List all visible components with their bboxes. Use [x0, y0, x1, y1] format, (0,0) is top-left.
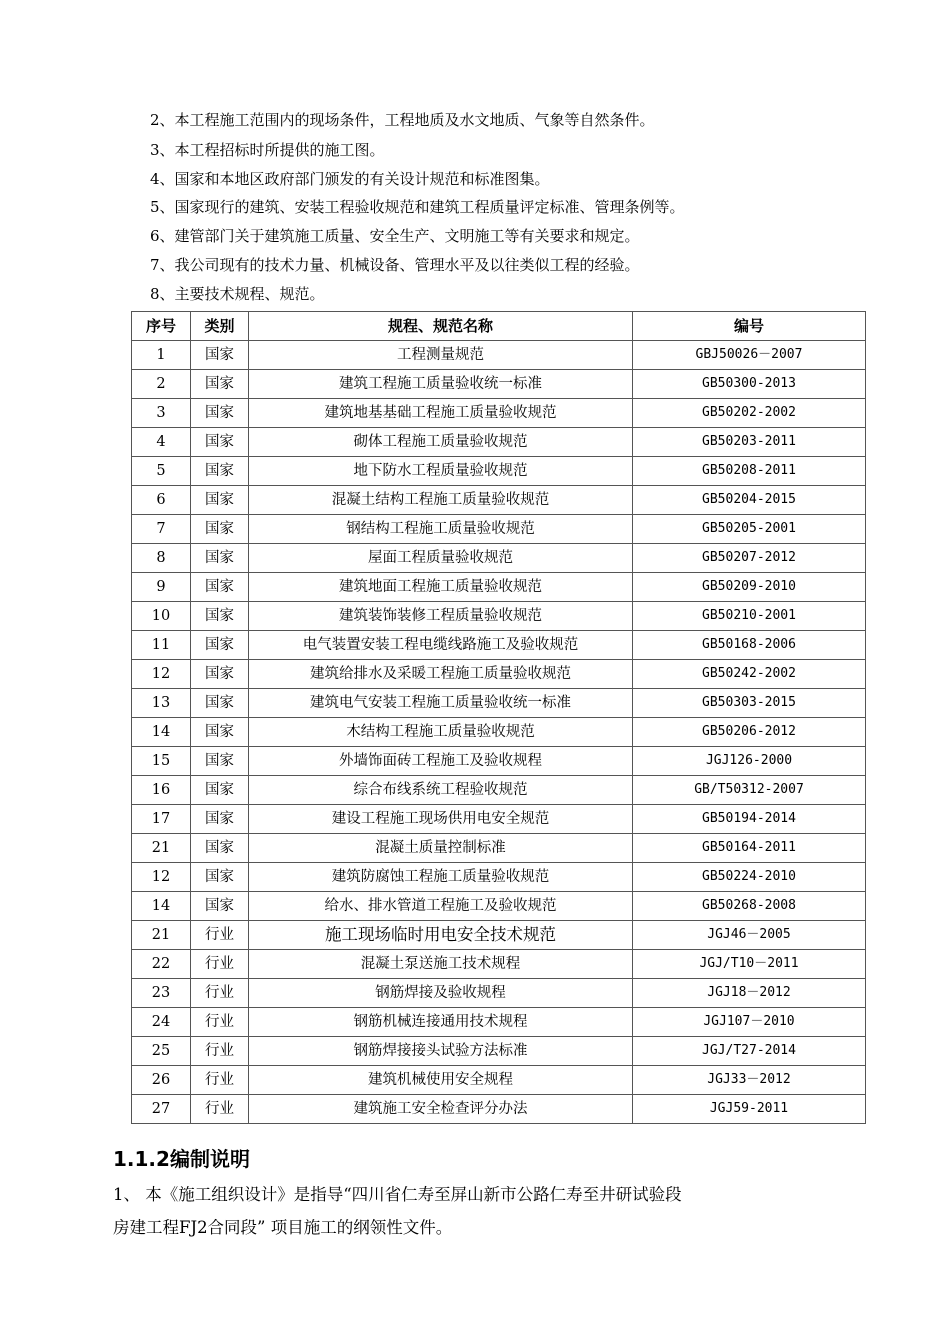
table-row	[132, 1037, 866, 1066]
cell-index: 16	[132, 776, 191, 805]
cell-index: 17	[132, 805, 191, 834]
list-item: 5、国家现行的建筑、安装工程验收规范和建筑工程质量评定标准、管理条例等。	[150, 198, 685, 216]
table-row	[132, 602, 866, 631]
cell-name: 建筑给排水及采暖工程施工质量验收规范	[249, 660, 633, 689]
cell-category: 国家	[191, 718, 249, 747]
cell-index: 13	[132, 689, 191, 718]
cell-category: 国家	[191, 602, 249, 631]
table-row	[132, 660, 866, 689]
cell-category: 国家	[191, 457, 249, 486]
table-row	[132, 747, 866, 776]
cell-index: 11	[132, 631, 191, 660]
table-row	[132, 631, 866, 660]
cell-category: 行业	[191, 1095, 249, 1124]
table-row	[132, 863, 866, 892]
cell-name: 混凝土泵送施工技术规程	[249, 950, 633, 979]
cell-name: 工程测量规范	[249, 341, 633, 370]
cell-index: 14	[132, 892, 191, 921]
cell-name: 地下防水工程质量验收规范	[249, 457, 633, 486]
list-item: 2、本工程施工范围内的现场条件，工程地质及水文地质、气象等自然条件。	[150, 111, 655, 129]
cell-category: 国家	[191, 573, 249, 602]
table-row	[132, 892, 866, 921]
table-row	[132, 1066, 866, 1095]
table-row	[132, 718, 866, 747]
cell-code: GB50164-2011	[633, 834, 866, 863]
cell-code: GB/T50312-2007	[633, 776, 866, 805]
cell-name: 建筑装饰装修工程质量验收规范	[249, 602, 633, 631]
cell-name: 建筑防腐蚀工程施工质量验收规范	[249, 863, 633, 892]
cell-name: 外墙饰面砖工程施工及验收规程	[249, 747, 633, 776]
cell-code: JGJ18－2012	[633, 979, 866, 1008]
cell-code: JGJ/T27-2014	[633, 1037, 866, 1066]
cell-name: 钢结构工程施工质量验收规范	[249, 515, 633, 544]
table-row	[132, 457, 866, 486]
paragraph-line: 房建工程FJ2合同段” 项目施工的纲领性文件。	[113, 1218, 453, 1237]
cell-code: GB50224-2010	[633, 863, 866, 892]
cell-category: 国家	[191, 544, 249, 573]
cell-code: GB50168-2006	[633, 631, 866, 660]
cell-category: 行业	[191, 979, 249, 1008]
table-row	[132, 399, 866, 428]
cell-name: 混凝土结构工程施工质量验收规范	[249, 486, 633, 515]
cell-name: 建设工程施工现场供用电安全规范	[249, 805, 633, 834]
cell-code: GB50204-2015	[633, 486, 866, 515]
table-row	[132, 370, 866, 399]
cell-index: 21	[132, 834, 191, 863]
cell-category: 国家	[191, 428, 249, 457]
cell-code: JGJ59-2011	[633, 1095, 866, 1124]
cell-name: 钢筋机械连接通用技术规程	[249, 1008, 633, 1037]
cell-category: 国家	[191, 631, 249, 660]
cell-name: 建筑电气安装工程施工质量验收统一标准	[249, 689, 633, 718]
cell-index: 24	[132, 1008, 191, 1037]
cell-name: 建筑机械使用安全规程	[249, 1066, 633, 1095]
cell-name: 建筑地面工程施工质量验收规范	[249, 573, 633, 602]
cell-category: 行业	[191, 1008, 249, 1037]
cell-name: 混凝土质量控制标准	[249, 834, 633, 863]
cell-code: GB50206-2012	[633, 718, 866, 747]
table-row	[132, 1008, 866, 1037]
paragraph-line: 1、 本《施工组织设计》是指导“四川省仁寿至屏山新市公路仁寿至井研试验段	[113, 1185, 682, 1204]
list-item: 8、主要技术规程、规范。	[150, 285, 325, 303]
cell-category: 国家	[191, 370, 249, 399]
cell-code: GB50207-2012	[633, 544, 866, 573]
cell-code: JGJ126-2000	[633, 747, 866, 776]
header-code: 编号	[633, 312, 866, 341]
cell-name: 钢筋焊接及验收规程	[249, 979, 633, 1008]
cell-index: 2	[132, 370, 191, 399]
cell-index: 12	[132, 863, 191, 892]
cell-index: 15	[132, 747, 191, 776]
cell-index: 12	[132, 660, 191, 689]
cell-code: JGJ107－2010	[633, 1008, 866, 1037]
cell-code: GB50203-2011	[633, 428, 866, 457]
cell-index: 26	[132, 1066, 191, 1095]
table-body	[132, 341, 866, 1124]
cell-category: 国家	[191, 776, 249, 805]
cell-category: 行业	[191, 950, 249, 979]
cell-index: 22	[132, 950, 191, 979]
cell-category: 国家	[191, 660, 249, 689]
table-row	[132, 979, 866, 1008]
cell-index: 27	[132, 1095, 191, 1124]
table-header-row	[132, 312, 866, 341]
cell-index: 5	[132, 457, 191, 486]
table-row	[132, 486, 866, 515]
header-index: 序号	[132, 312, 191, 341]
cell-code: GB50208-2011	[633, 457, 866, 486]
cell-code: GB50205-2001	[633, 515, 866, 544]
cell-index: 10	[132, 602, 191, 631]
cell-category: 行业	[191, 1066, 249, 1095]
list-item: 7、我公司现有的技术力量、机械设备、管理水平及以往类似工程的经验。	[150, 256, 640, 274]
cell-index: 1	[132, 341, 191, 370]
cell-category: 国家	[191, 486, 249, 515]
cell-name: 木结构工程施工质量验收规范	[249, 718, 633, 747]
cell-category: 行业	[191, 921, 249, 950]
cell-name: 建筑工程施工质量验收统一标准	[249, 370, 633, 399]
cell-code: JGJ/T10－2011	[633, 950, 866, 979]
table-row	[132, 834, 866, 863]
list-item: 3、本工程招标时所提供的施工图。	[150, 141, 385, 159]
cell-category: 行业	[191, 1037, 249, 1066]
cell-code: GB50303-2015	[633, 689, 866, 718]
table-row	[132, 921, 866, 950]
cell-name: 综合布线系统工程验收规范	[249, 776, 633, 805]
cell-category: 国家	[191, 689, 249, 718]
list-item: 4、国家和本地区政府部门颁发的有关设计规范和标准图集。	[150, 170, 550, 188]
cell-code: JGJ33－2012	[633, 1066, 866, 1095]
cell-code: GB50268-2008	[633, 892, 866, 921]
cell-name: 给水、排水管道工程施工及验收规范	[249, 892, 633, 921]
table-row	[132, 776, 866, 805]
cell-index: 6	[132, 486, 191, 515]
cell-index: 23	[132, 979, 191, 1008]
cell-code: GB50202-2002	[633, 399, 866, 428]
header-category: 类别	[191, 312, 249, 341]
cell-index: 14	[132, 718, 191, 747]
cell-category: 国家	[191, 747, 249, 776]
cell-index: 3	[132, 399, 191, 428]
cell-name: 建筑施工安全检查评分办法	[249, 1095, 633, 1124]
table-row	[132, 950, 866, 979]
header-name: 规程、规范名称	[249, 312, 633, 341]
cell-index: 9	[132, 573, 191, 602]
cell-category: 国家	[191, 399, 249, 428]
cell-code: JGJ46－2005	[633, 921, 866, 950]
table-row	[132, 805, 866, 834]
cell-name: 砌体工程施工质量验收规范	[249, 428, 633, 457]
table-row	[132, 428, 866, 457]
cell-name: 电气装置安装工程电缆线路施工及验收规范	[249, 631, 633, 660]
cell-index: 4	[132, 428, 191, 457]
cell-name: 屋面工程质量验收规范	[249, 544, 633, 573]
table-row	[132, 573, 866, 602]
table-row	[132, 689, 866, 718]
list-item: 6、建管部门关于建筑施工质量、安全生产、文明施工等有关要求和规定。	[150, 227, 640, 245]
cell-name: 施工现场临时用电安全技术规范	[249, 921, 633, 950]
cell-category: 国家	[191, 834, 249, 863]
table-row	[132, 341, 866, 370]
cell-code: GB50194-2014	[633, 805, 866, 834]
cell-index: 21	[132, 921, 191, 950]
table-row	[132, 1095, 866, 1124]
cell-index: 25	[132, 1037, 191, 1066]
cell-code: GB50210-2001	[633, 602, 866, 631]
cell-code: GB50209-2010	[633, 573, 866, 602]
table-row	[132, 544, 866, 573]
cell-category: 国家	[191, 805, 249, 834]
standards-table	[131, 311, 866, 1124]
cell-code: GB50242-2002	[633, 660, 866, 689]
cell-code: GBJ50026－2007	[633, 341, 866, 370]
cell-name: 钢筋焊接接头试验方法标准	[249, 1037, 633, 1066]
cell-category: 国家	[191, 341, 249, 370]
cell-index: 7	[132, 515, 191, 544]
cell-category: 国家	[191, 515, 249, 544]
cell-name: 建筑地基基础工程施工质量验收规范	[249, 399, 633, 428]
cell-index: 8	[132, 544, 191, 573]
cell-category: 国家	[191, 892, 249, 921]
table-row	[132, 515, 866, 544]
cell-code: GB50300-2013	[633, 370, 866, 399]
section-heading: 1.1.2编制说明	[113, 1147, 250, 1171]
cell-category: 国家	[191, 863, 249, 892]
